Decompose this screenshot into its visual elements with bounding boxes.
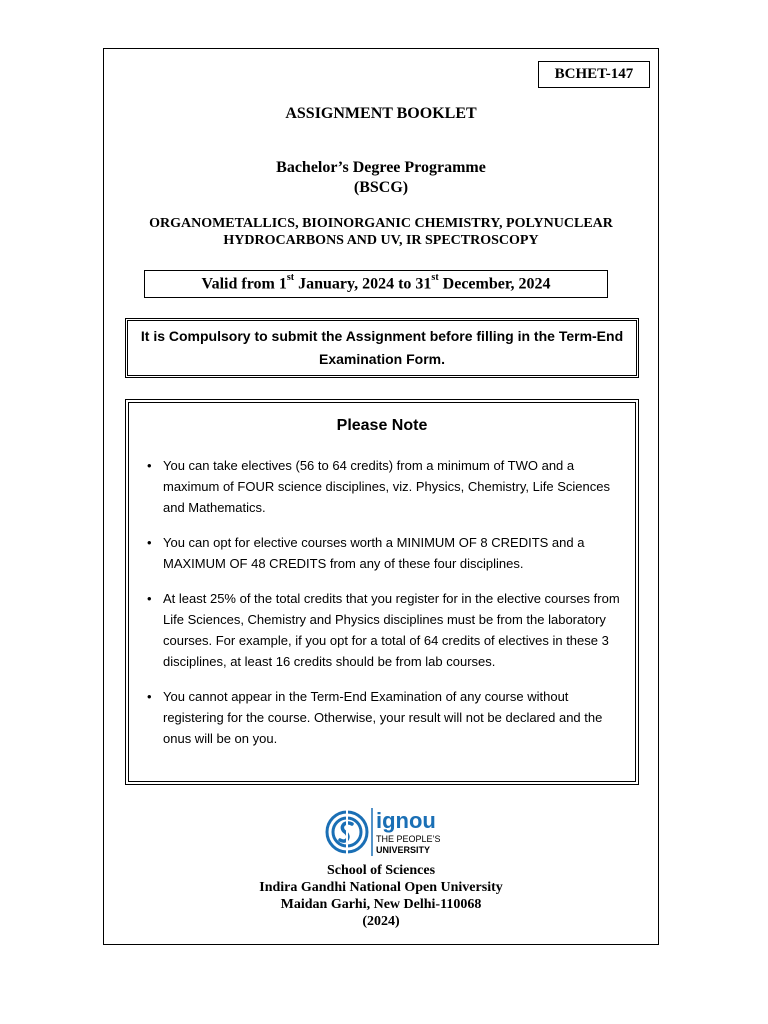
list-item bbox=[145, 455, 631, 518]
bullet-icon: • bbox=[147, 689, 152, 704]
please-note-box bbox=[125, 399, 639, 785]
note-item-text: You can opt for elective courses worth a MINIMUM OF 8 CREDITS and a MAXIMUM OF 48 CREDITS from any of these four disciplines. bbox=[163, 535, 585, 571]
ignou-tagline-2: UNIVERSITY bbox=[376, 845, 431, 855]
university-name: Indira Gandhi National Open University bbox=[259, 880, 503, 895]
bullet-icon: • bbox=[147, 591, 152, 606]
list-item bbox=[145, 588, 631, 672]
bullet-icon: • bbox=[147, 535, 152, 550]
course-code-box bbox=[538, 61, 650, 88]
ignou-logo-icon bbox=[325, 806, 440, 858]
school-name: School of Sciences bbox=[326, 863, 436, 878]
programme-name: Bachelor’s Degree Programme bbox=[276, 159, 486, 176]
ignou-tagline-1: THE PEOPLE’S bbox=[376, 834, 440, 844]
bullet-icon: • bbox=[147, 458, 152, 473]
list-item bbox=[145, 686, 631, 749]
validity-box bbox=[144, 270, 608, 298]
ignou-wordmark: ignou bbox=[376, 808, 436, 833]
please-note-heading: Please Note bbox=[336, 417, 428, 434]
list-item bbox=[145, 532, 631, 574]
note-list bbox=[145, 455, 631, 763]
validity-text: Valid from 1st January, 2024 to 31st December, 2024 bbox=[201, 272, 551, 293]
programme-code: (BSCG) bbox=[353, 179, 409, 196]
booklet-title: ASSIGNMENT BOOKLET bbox=[285, 105, 477, 122]
university-address: Maidan Garhi, New Delhi-110068 bbox=[280, 897, 482, 912]
note-item-text: At least 25% of the total credits that you register for in the elective courses from Life Sciences, Chemistry and Physics disciplines must be from the laboratory courses. For example, if you opt for a total of 64 credits of electives in these 3 disciplines, at least 16 credits should be from lab courses. bbox=[163, 591, 620, 669]
note-item-text: You cannot appear in the Term-End Examination of any course without registering for the course. Otherwise, your result will not be declared and the onus will be on you. bbox=[163, 689, 603, 746]
compulsory-notice-text: It is Compulsory to submit the Assignment before filling in the Term-End Examination Form. bbox=[140, 328, 624, 367]
note-item-text: You can take electives (56 to 64 credits) from a minimum of TWO and a maximum of FOUR science disciplines, viz. Physics, Chemistry, Life Sciences and Mathematics. bbox=[163, 458, 610, 515]
ignou-logo bbox=[325, 806, 440, 858]
year: (2024) bbox=[362, 914, 400, 929]
course-code: BCHET-147 bbox=[554, 66, 634, 82]
course-title-line2: HYDROCARBONS AND UV, IR SPECTROSCOPY bbox=[223, 233, 539, 248]
compulsory-notice bbox=[125, 318, 639, 378]
course-title-line1: ORGANOMETALLICS, BIOINORGANIC CHEMISTRY, POLYNUCLEAR bbox=[149, 216, 613, 231]
